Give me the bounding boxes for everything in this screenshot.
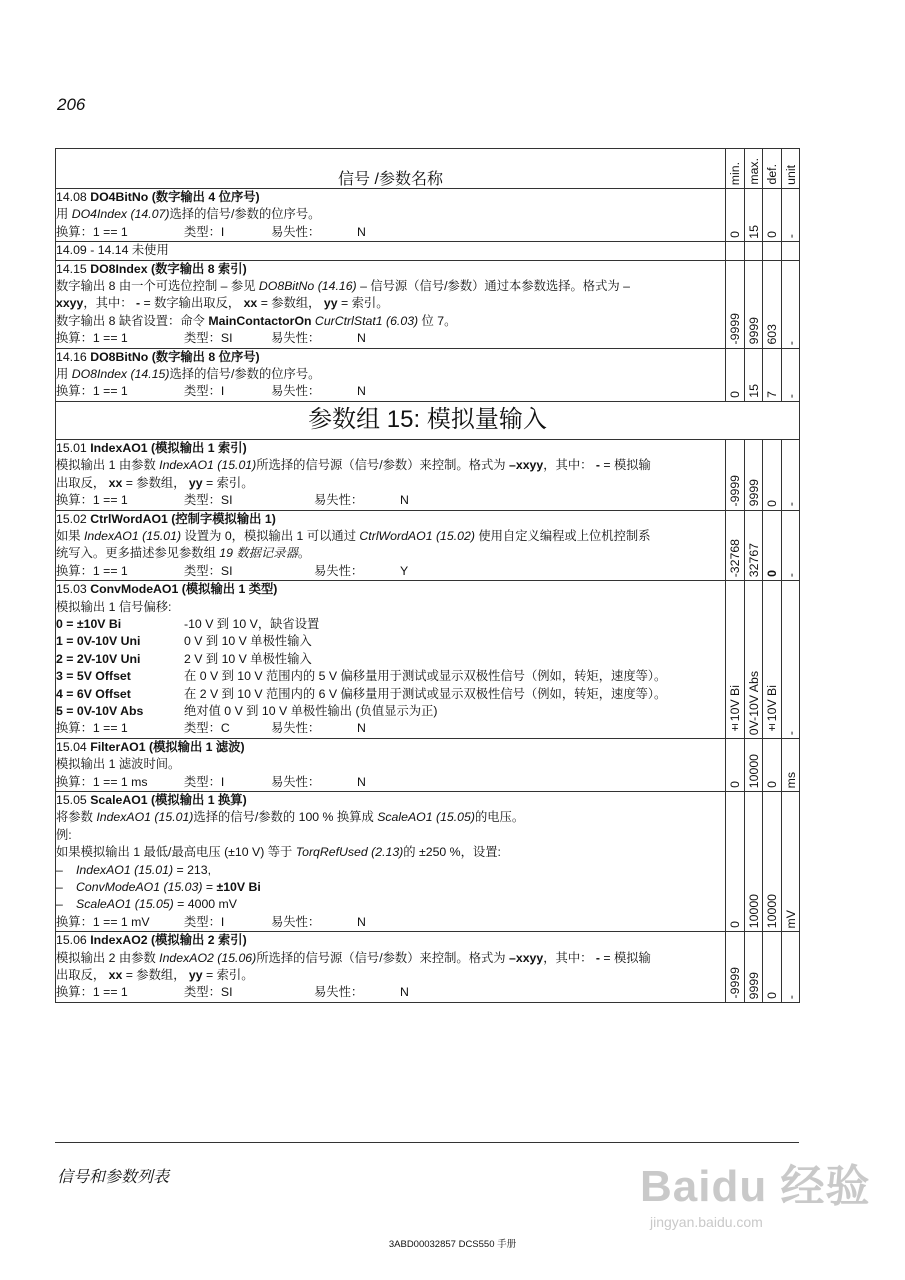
param-meta: 换算：1 == 1 ms 类型：I 易失性： N xyxy=(56,774,366,789)
param-row-14-09: 14.09 - 14.14 未使用 xyxy=(56,242,800,260)
param-row-15-03 xyxy=(56,581,800,739)
max-value: 32767 xyxy=(744,510,763,581)
param-title: 15.06 IndexAO2 (模拟输出 2 索引) xyxy=(56,933,247,948)
header-unit: unit xyxy=(781,149,800,189)
min-value: -9999 xyxy=(726,932,745,1003)
def-value: 7 xyxy=(763,348,782,401)
param-desc: 用 DO4Index (14.07)选择的信号/参数的位序号。 xyxy=(56,207,321,222)
def-value: 0 xyxy=(763,439,782,510)
page-number: 206 xyxy=(57,95,86,114)
min-value: -9999 xyxy=(726,260,745,348)
param-desc: 将参数 IndexAO1 (15.01)选择的信号/参数的 100 % 换算成 ScaleAO1 (15.05)的电压。 xyxy=(56,810,525,825)
enum-option: 3 = 5V Offset 在 0 V 到 10 V 范围内的 5 V 偏移量用于测试或显示双极性信号（例如，转矩，速度等）。 xyxy=(56,669,667,684)
max-value: 0V-10V Abs xyxy=(744,581,763,739)
def-value: 603 xyxy=(763,260,782,348)
unit-value: - xyxy=(781,932,800,1003)
max-value: 15 xyxy=(744,189,763,242)
param-row-15-02: 15.02 CtrlWordAO1 (控制字模拟输出 1) 如果 IndexAO1 (15.01) 设置为 0，模拟输出 1 可以通过 CtrlWordAO1 (15.02) 使用自定义编程或上位机控制系 统写入。更多描述参见参数组 19 数据记录器。 换算：1 == 1 类型：SI 易失性： Y -32768 32767 0 - xyxy=(56,510,800,581)
header-title: 信号 /参数名称 xyxy=(56,149,726,189)
param-desc: 模拟输出 2 由参数 IndexAO2 (15.06)所选择的信号源（信号/参数）来控制。格式为 –xxyy，其中： - = 模拟输 xyxy=(56,950,651,965)
param-row-15-06: 15.06 IndexAO2 (模拟输出 2 索引) 模拟输出 2 由参数 IndexAO2 (15.06)所选择的信号源（信号/参数）来控制。格式为 –xxyy，其中： - = 模拟输 出取反， xx = 参数组， yy = 索引。 换算：1 == 1 类型：SI 易失性： N -9999 9999 0 - xyxy=(56,932,800,1003)
header-max: max. xyxy=(744,149,763,189)
max-value: 9999 xyxy=(744,439,763,510)
min-value: 0 xyxy=(726,348,745,401)
unit-value: - xyxy=(781,581,800,739)
enum-option: 4 = 6V Offset 在 2 V 到 10 V 范围内的 6 V 偏移量用于测试或显示双极性信号（例如，转矩，速度等）。 xyxy=(56,686,667,701)
param-desc: 模拟输出 1 由参数 IndexAO1 (15.01)所选择的信号源（信号/参数）来控制。格式为 –xxyy，其中： - = 模拟输 xyxy=(56,458,651,473)
max-value: 10000 xyxy=(744,738,763,791)
baidu-watermark xyxy=(640,1150,880,1250)
param-row-14-08 xyxy=(56,189,800,242)
group-title: 参数组 15: 模拟量输入 xyxy=(56,401,800,439)
enum-option: 2 = 2V-10V Uni 2 V 到 10 V 单极性输入 xyxy=(56,651,312,666)
param-title: 15.05 ScaleAO1 (模拟输出 1 换算) xyxy=(56,793,247,807)
param-meta: 换算：1 == 1 mV 类型：I 易失性： N xyxy=(56,914,366,929)
param-row-15-01: 15.01 IndexAO1 (模拟输出 1 索引) 模拟输出 1 由参数 IndexAO1 (15.01)所选择的信号源（信号/参数）来控制。格式为 –xxyy，其中： - = 模拟输 出取反， xx = 参数组， yy = 索引。 换算：1 == 1 类型：SI 易失性： N -9999 9999 0 - xyxy=(56,439,800,510)
param-title: 15.01 IndexAO1 (模拟输出 1 索引) xyxy=(56,440,247,455)
max-value: 9999 xyxy=(744,260,763,348)
def-value: 0 xyxy=(763,510,782,581)
unit-value: ms xyxy=(781,738,800,791)
enum-option: 1 = 0V-10V Uni 0 V 到 10 V 单极性输入 xyxy=(56,634,312,649)
bullet-item: – ConvModeAO1 (15.03) = ±10V Bi xyxy=(56,880,261,895)
def-value: 0 xyxy=(763,738,782,791)
min-value: -32768 xyxy=(726,510,745,581)
unit-value: - xyxy=(781,439,800,510)
unit-value: mV xyxy=(781,792,800,932)
parameter-table xyxy=(55,148,800,1003)
watermark-logo: Baidu 经验 xyxy=(640,1162,871,1211)
min-value: -9999 xyxy=(726,439,745,510)
bullet-item: – ScaleAO1 (15.05) = 4000 mV xyxy=(56,897,237,912)
param-desc: 用 DO8Index (14.15)选择的信号/参数的位序号。 xyxy=(56,367,321,382)
unit-value: - xyxy=(781,348,800,401)
param-row-14-15: 14.15 DO8Index (数字输出 8 索引) 数字输出 8 由一个可选位控制 – 参见 DO8BitNo (14.16) – 信号源（信号/参数）通过本参数选择。格式为 – xxyy，其中： - = 数字输出取反， xx = 参数组， yy = 索引。 数字输出 8 缺省设置：命令 MainContactorOn CurCtrlStat1 (6.03) 位 7。 换算：1 == 1 类型：SI 易失性： N -9999 9999 603 - xyxy=(56,260,800,348)
unit-value: - xyxy=(781,189,800,242)
footer-document-id: 3ABD00032857 DCS550 手册 xyxy=(388,1239,517,1250)
max-value: 15 xyxy=(744,348,763,401)
param-meta: 换算：1 == 1 类型：SI 易失性： N xyxy=(56,493,409,508)
param-desc: 数字输出 8 由一个可选位控制 – 参见 DO8BitNo (14.16) – 信号源（信号/参数）通过本参数选择。格式为 – xyxy=(56,279,630,294)
header-def: def. xyxy=(763,149,782,189)
def-value: ±10V Bi xyxy=(763,581,782,739)
def-value: 0 xyxy=(763,189,782,242)
min-value: 0 xyxy=(726,792,745,932)
param-row-15-05: 15.05 ScaleAO1 (模拟输出 1 换算) 将参数 IndexAO1 (15.01)选择的信号/参数的 100 % 换算成 ScaleAO1 (15.05)的电压。 例: 如果模拟输出 1 最低/最高电压 (±10 V) 等于 TorqRefUsed (2.13)的 ±250 %，设置: – IndexAO1 (15.01) = 213, – ConvModeAO1 (15.03) = ±10V Bi – ScaleAO1 (15.05) = 4000 mV 换算：1 == 1 mV 类型：I 易失性： N 0 10000 10000 mV xyxy=(56,792,800,932)
param-desc: 模拟输出 1 信号偏移: xyxy=(56,599,172,614)
group-heading-row xyxy=(56,401,800,439)
param-meta: 换算：1 == 1 类型：I 易失性： N xyxy=(56,384,366,399)
param-meta: 换算：1 == 1 类型：SI 易失性： N xyxy=(56,331,366,346)
table-header-row xyxy=(56,149,800,189)
footer-divider xyxy=(55,1142,799,1143)
def-value: 10000 xyxy=(763,792,782,932)
min-value: 0 xyxy=(726,738,745,791)
param-meta: 换算：1 == 1 类型：SI 易失性： N xyxy=(56,985,409,1000)
param-meta: 换算：1 == 1 类型：C 易失性： N xyxy=(56,721,366,736)
param-meta: 换算：1 == 1 类型：I 易失性： N xyxy=(56,224,366,239)
param-desc: 如果 IndexAO1 (15.01) 设置为 0，模拟输出 1 可以通过 CtrlWordAO1 (15.02) 使用自定义编程或上位机控制系 xyxy=(56,528,651,543)
param-title: 15.03 ConvModeAO1 (模拟输出 1 类型) xyxy=(56,582,278,597)
bullet-item: – IndexAO1 (15.01) = 213, xyxy=(56,862,212,877)
header-min: min. xyxy=(726,149,745,189)
max-value: 10000 xyxy=(744,792,763,932)
max-value: 9999 xyxy=(744,932,763,1003)
param-title: 14.08 DO4BitNo (数字输出 4 位序号) xyxy=(56,190,260,204)
param-row-14-16 xyxy=(56,348,800,401)
enum-option: 0 = ±10V Bi -10 V 到 10 V，缺省设置 xyxy=(56,616,320,631)
watermark-url: jingyan.baidu.com xyxy=(650,1214,763,1230)
param-meta: 换算：1 == 1 类型：SI 易失性： Y xyxy=(56,563,409,578)
def-value: 0 xyxy=(763,932,782,1003)
min-value: 0 xyxy=(726,189,745,242)
enum-option: 5 = 0V-10V Abs 绝对值 0 V 到 10 V 单极性输出 (负值显示为正) xyxy=(56,703,438,718)
param-desc: 模拟输出 1 滤波时间。 xyxy=(56,757,181,772)
param-title: 15.04 FilterAO1 (模拟输出 1 滤波) xyxy=(56,739,245,754)
param-row-15-04 xyxy=(56,738,800,791)
min-value: ±10V Bi xyxy=(726,581,745,739)
param-title: 14.15 DO8Index (数字输出 8 索引) xyxy=(56,261,247,276)
unit-value: - xyxy=(781,260,800,348)
footer-section-title: 信号和参数列表 xyxy=(57,1169,170,1186)
param-title: 14.16 DO8BitNo (数字输出 8 位序号) xyxy=(56,349,260,364)
param-title: 15.02 CtrlWordAO1 (控制字模拟输出 1) xyxy=(56,511,276,526)
unit-value: - xyxy=(781,510,800,581)
